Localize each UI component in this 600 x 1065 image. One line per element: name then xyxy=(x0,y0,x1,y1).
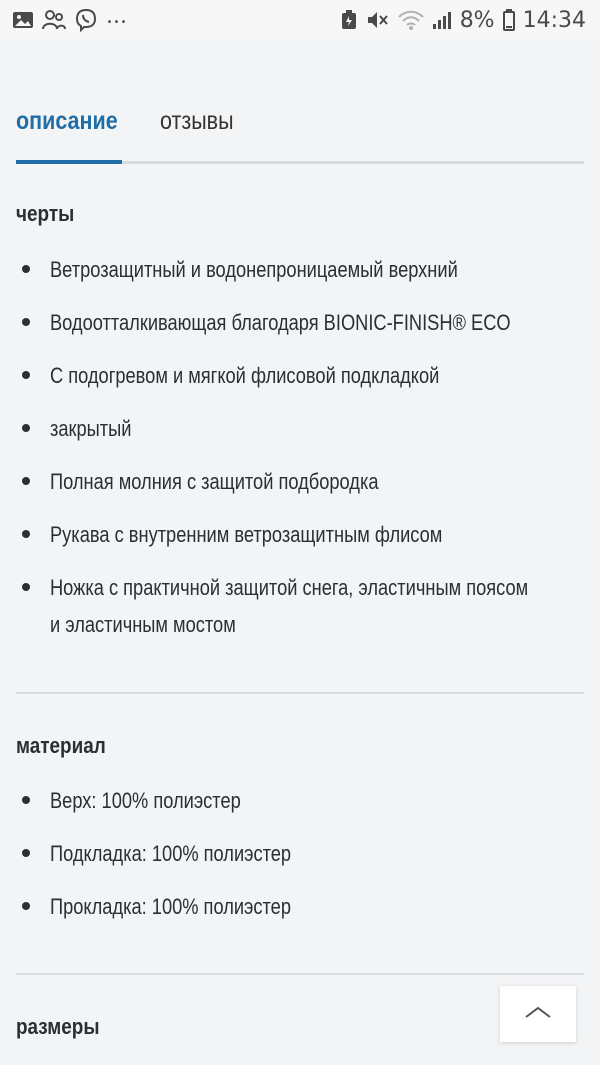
list-item-text: Верх: 100% полиэстер xyxy=(50,788,241,813)
battery-saver-icon xyxy=(340,9,358,31)
chevron-up-icon xyxy=(524,1005,552,1024)
list-item-text: Ветрозащитный и водонепроницаемый верхний xyxy=(50,257,458,282)
bullet xyxy=(22,477,30,485)
sizes-heading: размеры xyxy=(16,1014,100,1039)
list-item-text: Полная молния с защитой подбородка xyxy=(50,469,379,494)
battery-percent: 8% xyxy=(459,7,495,33)
list-item-text: Ножка с практичной защитой снега, эластичным поясом xyxy=(50,575,529,600)
bullet xyxy=(22,318,30,326)
wifi-icon xyxy=(398,9,424,31)
tab-description[interactable]: описание xyxy=(16,107,118,135)
list-item-text: Водоотталкивающая благодаря BIONIC-FINISH® ECO xyxy=(50,310,511,335)
mute-icon xyxy=(366,9,390,31)
section-divider xyxy=(16,973,584,975)
bullet xyxy=(22,583,30,591)
list-item-text: Подкладка: 100% полиэстер xyxy=(50,841,292,866)
contacts-icon xyxy=(42,9,66,31)
list-item-text: Прокладка: 100% полиэстер xyxy=(50,894,291,919)
overflow-dots: ... xyxy=(106,4,127,29)
tab-bar xyxy=(16,100,584,164)
clock: 14:34 xyxy=(522,7,586,33)
bullet xyxy=(22,902,30,910)
list-item-text-continuation: и эластичным мостом xyxy=(50,612,236,637)
list-item-text: закрытый xyxy=(50,416,132,441)
signal-icon xyxy=(432,10,452,30)
status-right xyxy=(340,8,586,33)
features-heading: черты xyxy=(16,201,75,226)
viber-icon xyxy=(74,8,98,32)
bullet xyxy=(22,530,30,538)
list-item-text: Рукава с внутренним ветрозащитным флисом xyxy=(50,522,443,547)
bullet xyxy=(22,796,30,804)
section-divider xyxy=(16,692,584,694)
gallery-icon xyxy=(12,10,34,30)
list-item-text: С подогревом и мягкой флисовой подкладкой xyxy=(50,363,440,388)
tab-reviews[interactable]: отзывы xyxy=(160,107,234,135)
bullet xyxy=(22,265,30,273)
material-heading: материал xyxy=(16,733,106,758)
status-bar xyxy=(0,0,600,40)
battery-icon xyxy=(503,9,515,31)
bullet xyxy=(22,424,30,432)
bullet xyxy=(22,371,30,379)
bullet xyxy=(22,849,30,857)
active-tab-indicator xyxy=(16,160,122,164)
scroll-to-top-button[interactable] xyxy=(500,986,576,1042)
status-left xyxy=(12,4,127,32)
